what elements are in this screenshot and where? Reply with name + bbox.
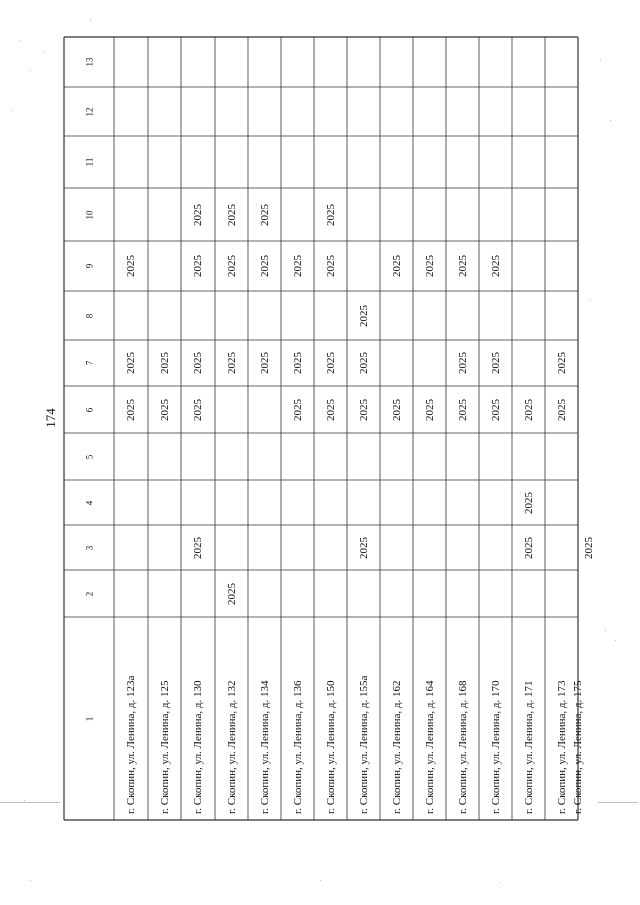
column-header-text: 1 bbox=[84, 716, 94, 721]
scan-speck bbox=[24, 800, 25, 801]
scan-speck bbox=[20, 40, 21, 41]
address-cell-text: г. Скопин, ул. Ленина, д. 125 bbox=[158, 680, 171, 814]
scan-speck bbox=[615, 640, 616, 641]
column-header-text: 4 bbox=[84, 500, 94, 505]
scan-speck bbox=[605, 630, 606, 631]
column-header-text: 3 bbox=[84, 545, 94, 550]
value-cell-text: 2025 bbox=[192, 352, 204, 374]
value-cell-text: 2025 bbox=[324, 203, 337, 226]
value-cell-text: 2025 bbox=[125, 398, 137, 421]
value-cell-text: 2025 bbox=[423, 255, 436, 277]
value-cell-text: 2025 bbox=[357, 352, 370, 374]
address-cell-text: г. Скопин, ул. Ленина, д. 150 bbox=[324, 680, 337, 814]
address-cell-text: г. Скопин, ул. Ленина, д. 164 bbox=[423, 680, 436, 814]
value-cell-text: 2025 bbox=[192, 398, 204, 421]
address-cell-text: г. Скопин, ул. Ленина, д. 168 bbox=[456, 680, 469, 814]
value-cell-text: 2025 bbox=[555, 352, 568, 374]
address-cell-text: г. Скопин, ул. Ленина, д. 170 bbox=[489, 680, 502, 814]
scan-speck bbox=[598, 802, 638, 803]
scan-speck bbox=[500, 882, 501, 883]
value-cell-text: 2025 bbox=[522, 398, 535, 421]
value-cell-text: 2025 bbox=[192, 203, 204, 226]
value-cell-text: 2025 bbox=[555, 398, 568, 421]
value-cell-text: 2025 bbox=[291, 352, 304, 374]
value-cell-text: 2025 bbox=[225, 582, 238, 605]
column-header-text: 5 bbox=[84, 454, 94, 459]
scan-speck bbox=[30, 70, 31, 71]
address-cell-text: г. Скопин, ул. Ленина, д. 132 bbox=[225, 680, 238, 814]
value-cell-text: 2025 bbox=[456, 352, 469, 374]
address-cell-text: г. Скопин, ул. Ленина, д. 130 bbox=[192, 680, 204, 814]
scan-speck bbox=[0, 802, 60, 803]
value-cell-text: 2025 bbox=[357, 536, 370, 559]
value-cell-text: 2025 bbox=[522, 491, 535, 514]
value-cell-text: 2025 bbox=[324, 255, 337, 277]
value-cell-text: 2025 bbox=[158, 352, 171, 374]
page-number: 174 bbox=[43, 408, 58, 428]
value-cell-text: 2025 bbox=[324, 352, 337, 374]
column-header-text: 7 bbox=[84, 360, 94, 366]
value-cell-text: 2025 bbox=[456, 255, 469, 277]
value-cell-text: 2025 bbox=[390, 255, 403, 277]
value-cell-text: 2025 bbox=[258, 255, 271, 277]
value-cell-text: 2025 bbox=[192, 536, 204, 559]
value-cell-text: 2025 bbox=[291, 255, 304, 277]
address-cell-text: г. Скопин, ул. Ленина, д. 175 bbox=[572, 680, 584, 814]
value-cell-text: 2025 bbox=[456, 398, 469, 421]
value-cell-text: 2025 bbox=[225, 352, 238, 374]
scan-speck bbox=[44, 52, 45, 53]
address-cell-text: г. Скопин, ул. Ленина, д. 162 bbox=[390, 680, 403, 814]
scan-speck bbox=[590, 300, 591, 301]
value-cell-text: 2025 bbox=[324, 398, 337, 421]
address-cell-text: г. Скопин, ул. Ленина, д. 134 bbox=[258, 680, 271, 814]
column-header-text: 6 bbox=[84, 407, 94, 412]
scan-speck bbox=[320, 880, 321, 881]
value-cell-text: 2025 bbox=[291, 398, 304, 421]
column-header-text: 11 bbox=[83, 157, 94, 167]
value-cell-text: 2025 bbox=[258, 352, 271, 374]
address-cell-text: г. Скопин, ул. Ленина, д. 136 bbox=[291, 680, 304, 814]
value-cell-text: 2025 bbox=[225, 203, 238, 226]
value-cell-text: 2025 bbox=[125, 255, 137, 277]
value-cell-text: 2025 bbox=[489, 398, 502, 421]
value-cell-text: 2025 bbox=[158, 398, 171, 421]
scan-speck bbox=[12, 110, 13, 111]
column-header-text: 8 bbox=[84, 313, 94, 318]
value-cell-text: 2025 bbox=[258, 203, 271, 226]
address-cell-text: г. Скопин, ул. Ленина, д. 155а bbox=[357, 675, 370, 814]
address-cell-text: г. Скопин, ул. Ленина, д. 171 bbox=[522, 680, 535, 814]
value-cell-text: 2025 bbox=[423, 398, 436, 421]
value-cell-text: 2025 bbox=[357, 398, 370, 421]
scan-speck bbox=[610, 120, 611, 121]
value-cell-text: 2025 bbox=[192, 255, 204, 277]
value-cell-text: 2025 bbox=[522, 536, 535, 559]
scan-speck bbox=[30, 880, 31, 881]
scan-speck bbox=[600, 60, 601, 61]
value-cell-text: 2025 bbox=[489, 352, 502, 374]
value-cell-text: 2025 bbox=[225, 255, 238, 277]
column-header-text: 9 bbox=[84, 263, 94, 269]
column-header-text: 10 bbox=[84, 210, 94, 219]
value-cell-text: 2025 bbox=[583, 536, 595, 559]
column-header-text: 2 bbox=[84, 591, 94, 596]
column-header-text: 13 bbox=[84, 57, 94, 67]
value-cell-text: 2025 bbox=[390, 398, 403, 421]
column-header-text: 12 bbox=[84, 107, 94, 116]
value-cell-text: 2025 bbox=[489, 255, 502, 277]
scan-speck bbox=[90, 20, 91, 21]
address-cell-text: г. Скопин, ул. Ленина, д. 173 bbox=[555, 680, 568, 814]
address-cell-text: г. Скопин, ул. Ленина, д. 123а bbox=[125, 675, 137, 814]
value-cell-text: 2025 bbox=[357, 304, 370, 327]
value-cell-text: 2025 bbox=[125, 352, 137, 374]
